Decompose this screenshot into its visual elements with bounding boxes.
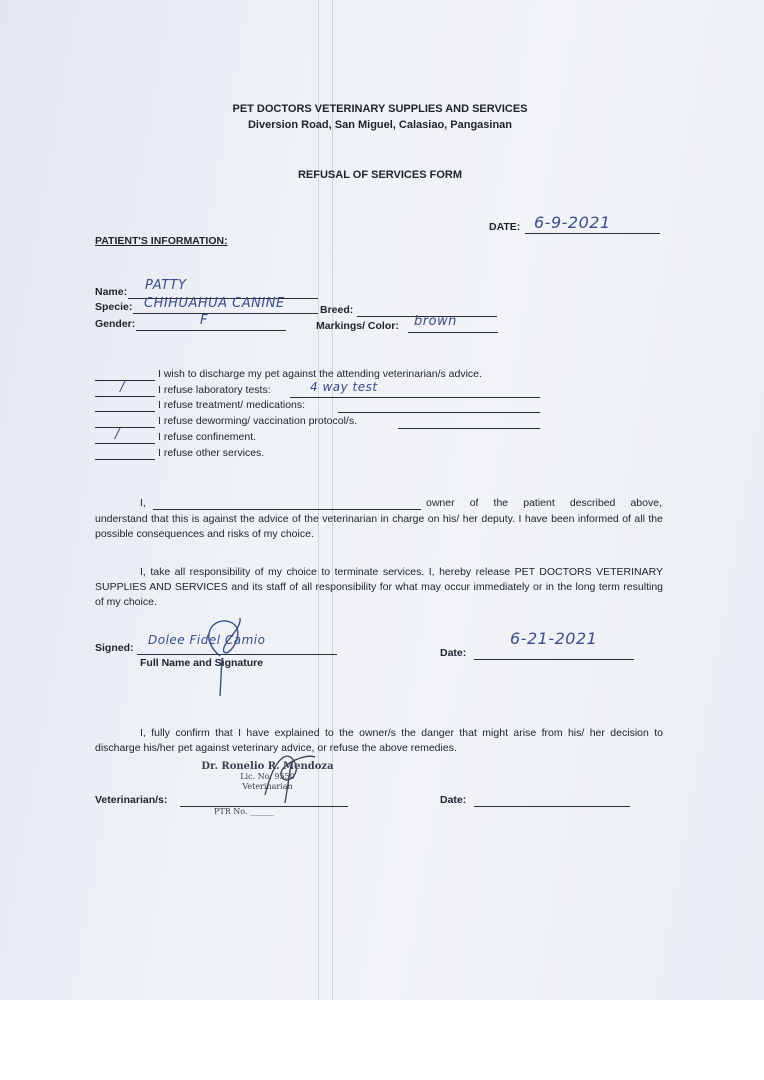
vet-statement: I, fully confirm that I have explained to the owner/s the danger that might arise from his/ her decision to discharge his/her pet against veterinary advice, or refuse the above remedies. xyxy=(95,727,663,754)
signed-label: Signed: xyxy=(95,642,134,654)
option-detail-line xyxy=(338,412,540,413)
date-label: DATE: xyxy=(489,221,521,233)
release-statement: I, take all responsibility of my choice to terminate services. I, hereby release PET DOCTORS VETERINARY SUPPLIES AND SERVICES and its staff of all responsibility for what may occur immediately or in the long term resulting of my choice. xyxy=(95,566,663,608)
option-blank xyxy=(95,427,155,428)
markings-value: brown xyxy=(414,314,457,329)
form-title: REFUSAL OF SERVICES FORM xyxy=(297,169,462,181)
name-value: PATTY xyxy=(145,278,187,293)
signature-sub-label: Full Name and Signature xyxy=(140,657,264,669)
gender-label: Gender: xyxy=(95,318,136,330)
company-address: Diversion Road, San Miguel, Calasiao, Pangasinan xyxy=(247,119,513,131)
option-detail: 4 way test xyxy=(310,380,378,394)
company-name: PET DOCTORS VETERINARY SUPPLIES AND SERVICES xyxy=(232,103,528,115)
stamp-license: Lic. No. 9550 xyxy=(240,772,295,781)
option-detail-line xyxy=(290,397,540,398)
stamp-ptr: PTR No. ______ xyxy=(214,807,275,816)
stamp-title: Veterinarian xyxy=(242,782,293,791)
option-text: I refuse other services. xyxy=(158,447,265,459)
specie-line xyxy=(133,313,318,314)
signature-date-value: 6-21-2021 xyxy=(510,629,598,648)
signature-scribble xyxy=(190,608,270,698)
option-blank xyxy=(95,411,155,412)
option-blank xyxy=(95,380,155,381)
owner-statement: understand that this is against the advice of the veterinarian in charge on his/ her deputy. I have been informed of all the possible consequences and risks of my choice. xyxy=(95,513,663,540)
vet-signature-scribble xyxy=(255,745,325,805)
signature-date-line xyxy=(474,659,634,660)
vet-date-label: Date: xyxy=(440,794,467,806)
fold-line xyxy=(332,0,333,1000)
option-check-mark: / xyxy=(120,380,125,395)
signature-date-label: Date: xyxy=(440,647,467,659)
option-text: I refuse deworming/ vaccination protocol/s. xyxy=(158,415,358,427)
stamp-name: Dr. Ronelio R. Mendoza xyxy=(201,761,334,772)
name-label: Name: xyxy=(95,286,128,298)
date-line xyxy=(525,233,660,234)
specie-value: CHIHUAHUA CANINE xyxy=(144,296,285,311)
stamp-ptr-label: PTR No. xyxy=(214,807,248,816)
owner-name-line xyxy=(153,509,421,510)
option-text: I refuse treatment/ medications: xyxy=(158,399,306,411)
option-detail-line xyxy=(398,428,540,429)
owner-prefix: I, xyxy=(140,497,146,509)
gender-value: F xyxy=(200,313,208,328)
vet-date-line xyxy=(474,806,630,807)
option-blank xyxy=(95,396,155,397)
option-blank xyxy=(95,443,155,444)
option-text: I refuse confinement. xyxy=(158,431,257,443)
fold-line xyxy=(318,0,319,1000)
option-check-mark: / xyxy=(115,427,120,442)
date-value: 6-9-2021 xyxy=(534,213,611,232)
option-text: I wish to discharge my pet against the attending veterinarian/s advice. xyxy=(158,368,482,380)
patient-section-title: PATIENT'S INFORMATION: xyxy=(95,235,228,247)
markings-line xyxy=(408,332,498,333)
markings-label: Markings/ Color: xyxy=(316,320,399,332)
option-text: I refuse laboratory tests: xyxy=(158,384,271,396)
signed-value: Dolee Fidel Camio xyxy=(148,633,266,647)
owner-suffix: owner of the patient described above, xyxy=(426,497,662,509)
breed-label: Breed: xyxy=(320,304,354,316)
gender-line xyxy=(136,330,286,331)
veterinarian-label: Veterinarian/s: xyxy=(95,794,168,806)
option-blank xyxy=(95,459,155,460)
specie-label: Specie: xyxy=(95,301,133,313)
